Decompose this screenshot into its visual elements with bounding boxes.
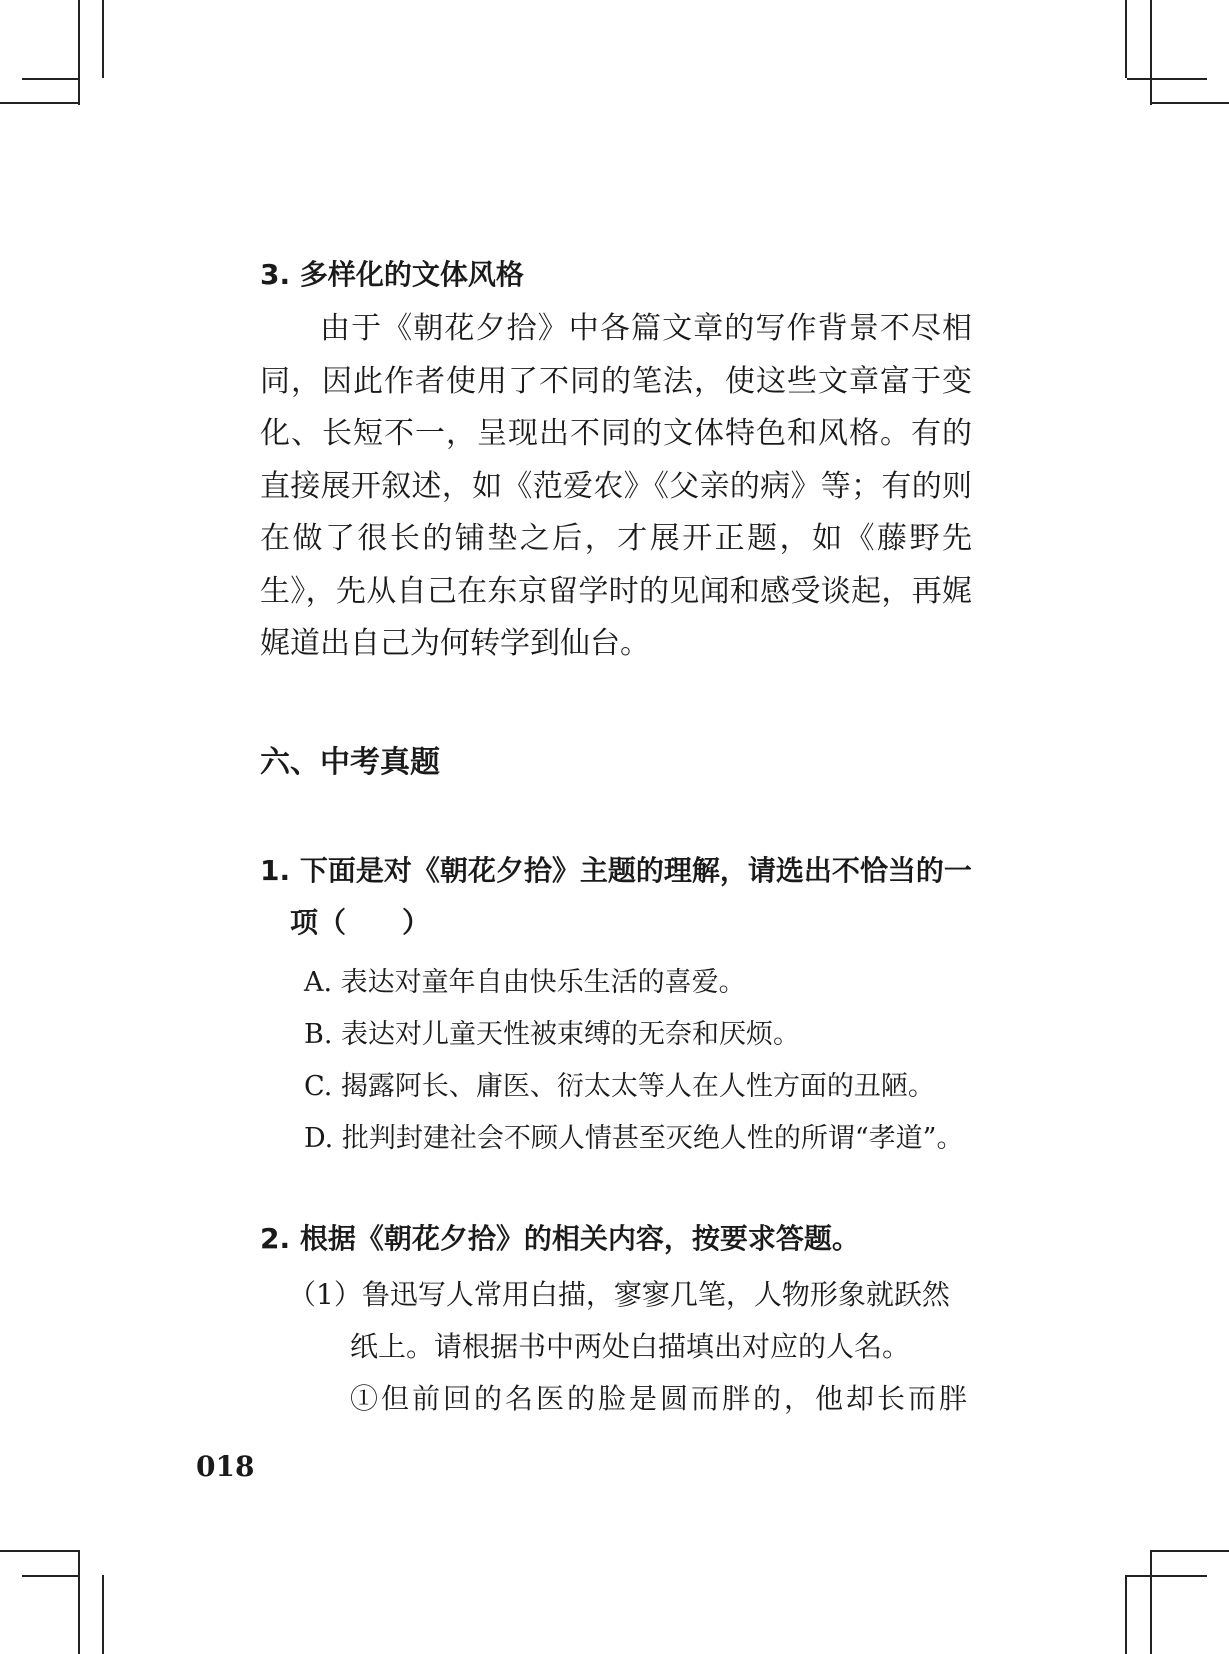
option-a: A. 表达对童年自由快乐生活的喜爱。 <box>304 966 746 998</box>
crop-mark <box>22 78 80 80</box>
crop-mark <box>1150 1550 1229 1552</box>
option-c: C. 揭露阿长、庸医、衍太太等人在人性方面的丑陋。 <box>304 1070 935 1102</box>
sub-question: （1）鲁迅写人常用白描，寥寥几笔，人物形象就跃然纸上。请根据书中两处白描填出对应的人名。 <box>288 1277 950 1363</box>
page-content <box>260 255 972 1425</box>
crop-mark <box>78 0 80 105</box>
crop-mark <box>102 1575 104 1654</box>
crop-mark <box>1125 1575 1127 1654</box>
crop-mark <box>78 1550 80 1654</box>
chapter-heading: 六、中考真题 <box>260 744 440 780</box>
crop-mark <box>1127 1575 1207 1577</box>
option-list <box>304 957 972 1165</box>
crop-mark <box>1150 1550 1152 1654</box>
crop-mark <box>1127 78 1207 80</box>
crop-mark <box>22 1575 80 1577</box>
crop-mark <box>1150 0 1152 105</box>
crop-mark <box>1125 0 1127 78</box>
question-stem: 2. 根据《朝花夕拾》的相关内容，按要求答题。 <box>260 1221 860 1255</box>
section-title: 3. 多样化的文体风格 <box>260 258 524 291</box>
question-stem: 1. 下面是对《朝花夕拾》主题的理解，请选出不恰当的一项（ ） <box>260 853 972 939</box>
option-d: D. 批判封建社会不顾人情甚至灭绝人性的所谓“孝道”。 <box>304 1122 964 1154</box>
option-b: B. 表达对儿童天性被束缚的无奈和厌烦。 <box>304 1018 801 1050</box>
crop-mark <box>0 1550 78 1552</box>
crop-mark <box>102 0 104 78</box>
sub-question-item: ①但前回的名医的脸是圆而胖的，他却长而胖 <box>350 1381 971 1415</box>
crop-mark <box>1150 102 1229 104</box>
page-number: 018 <box>196 1450 255 1483</box>
crop-mark <box>0 102 78 104</box>
body-paragraph: 由于《朝花夕拾》中各篇文章的写作背景不尽相同，因此作者使用了不同的笔法，使这些文章富于变化、长短不一，呈现出不同的文体特色和风格。有的直接展开叙述，如《范爱农》《父亲的病》等；有的则在做了很长的铺垫之后，才展开正题，如《藤野先生》，先从自己在东京留学时的见闻和感受谈起，再娓娓道出自己为何转学到仙台。 <box>260 311 972 661</box>
